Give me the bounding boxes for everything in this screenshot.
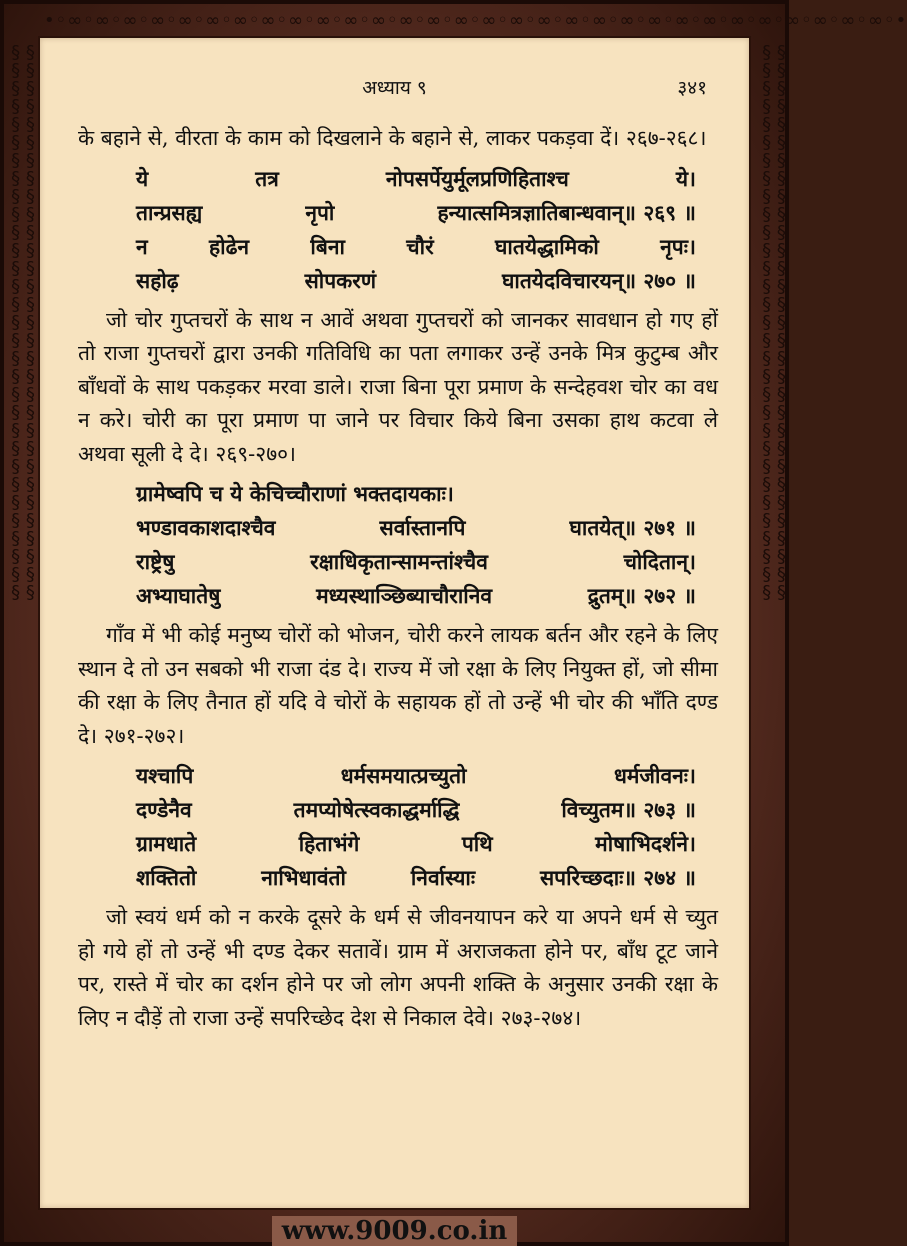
verse-word: भण्डावकाशदाश्चैव: [136, 515, 276, 540]
verse-word: पथि: [461, 831, 493, 856]
website-watermark: [0, 1216, 789, 1246]
ornamental-scroll-border-icon: § § § § § § § § § § § § § § § § § § § § § § § § § § § § § § § § § § § § § § § § § § § § § § § § § § § § § § § § § § § § § §: [762, 42, 786, 603]
page-content: [78, 122, 718, 1035]
verse-word: चौरं: [406, 233, 434, 259]
paragraph-2: जो चोर गुप्तचरों के साथ न आवें अथवा गुप्तचरों को जानकर सावधान हो गए हों तो राजा गुप्तचरों द्वारा उनकी गतिविधि का पता लगाकर उन्हें उनके मित्र कुटुम्ब और बाँधवों के साथ पकड़कर मरवा डाले। राजा बिना पूरा प्रमाण के सन्देहवश चोर का वध न करे। चोरी का पूरा प्रमाण पा जाने पर विचार किये बिना उसका हाथ कटवा ले अथवा सूली दे दे। २६९-२७०।: [78, 307, 718, 466]
verse-word: दण्डेनैव: [136, 797, 192, 822]
verse-line: [136, 511, 696, 545]
paragraph-3: गाँव में भी कोई मनुष्य चोरों को भोजन, चोरी करने लायक बर्तन और रहने के लिए स्थान दे तो उन सबको भी राजा दंड दे। राज्य में जो रक्षा के लिए नियुक्त हों, जो सीमा की रक्षा के लिए तैनात हों यदि वे चोरों के सहायक हों तो उन्हें भी चोर की भाँति दण्ड दे। २७१-२७२।: [78, 623, 718, 748]
verse-word: घातयेदविचारयन्॥ २७० ॥: [501, 267, 696, 293]
verse-word: विच्युतम॥ २७३ ॥: [561, 797, 696, 822]
verse-line: [136, 196, 696, 230]
verse-word: शक्तितो: [136, 865, 197, 890]
verse-word: मध्यस्थाञ्छिब्याचौरानिव: [316, 583, 493, 608]
paragraph-1: के बहाने से, वीरता के काम को दिखलाने के बहाने से, लाकर पकड़वा दें। २६७-२६८।: [78, 126, 707, 150]
verse-block-269-270: [136, 162, 696, 298]
verse-word: यश्चापि: [136, 763, 194, 788]
verse-word: नोपसर्पेयुर्मूलप्रणिहिताश्च: [385, 165, 569, 191]
ornamental-scroll-border-icon: •◦∞◦∞◦∞◦∞◦∞◦∞◦∞◦∞◦∞◦∞◦∞◦∞◦∞◦∞◦∞◦∞◦∞◦∞◦∞◦∞◦∞◦∞◦∞◦∞◦∞◦∞◦∞◦∞◦∞◦∞◦•: [44, 10, 907, 31]
verse-word: निर्वास्याः: [410, 865, 476, 890]
book-page: [38, 36, 751, 1210]
verse-block-271-272: [136, 477, 696, 613]
verse-word: नृपो: [305, 199, 335, 225]
verse-line: [136, 579, 696, 613]
verse-line: [136, 162, 696, 196]
verse-line: [136, 230, 696, 264]
verse-word: रक्षाधिकृतान्सामन्तांश्चैव: [310, 549, 488, 574]
verse-word: होढेन: [209, 233, 250, 259]
verse-word: तान्प्रसह्य: [136, 199, 203, 225]
verse-word: तमप्योषेत्स्वकाद्धर्माद्धि: [293, 797, 460, 822]
verse-word: धर्मजीवनः।: [613, 763, 696, 788]
verse-word: सर्वास्तानपि: [379, 515, 466, 540]
chapter-title: अध्याय ९: [362, 77, 427, 99]
verse-word: हिताभंगे: [298, 831, 360, 856]
verse-word: राष्ट्रेषु: [136, 549, 175, 574]
verse-word: नाभिधावंतो: [261, 865, 346, 890]
verse-word: न: [136, 233, 148, 259]
verse-line: [136, 827, 696, 861]
verse-word: ग्रामेष्वपि च ये केचिच्चौराणां भक्तदायकाः।: [136, 481, 454, 506]
verse-line: [136, 264, 696, 298]
verse-word: धर्मसमयात्प्रच्युतो: [340, 763, 467, 788]
ornamental-scroll-border-icon: § § § § § § § § § § § § § § § § § § § § § § § § § § § § § § § § § § § § § § § § § § § § § § § § § § § § § § § § § § § § § §: [11, 42, 35, 603]
paragraph-4: जो स्वयं धर्म को न करके दूसरे के धर्म से जीवनयापन करे या अपने धर्म से च्युत हो गये हों तो उन्हें भी दण्ड देकर सतावें। ग्राम में अराजकता होने पर, बाँध टूट जाने पर, रास्ते में चोर का दर्शन होने पर जो लोग अपनी शक्ति के अनुसार उनकी रक्षा के लिए न दौड़ें तो राजा उन्हें सपरिच्छेद देश से निकाल देवे। २७३-२७४।: [78, 905, 718, 1030]
verse-line: [136, 793, 696, 827]
verse-word: द्रुतम्॥ २७२ ॥: [587, 583, 696, 608]
verse-line: [136, 861, 696, 895]
verse-word: हन्यात्समित्रज्ञातिबान्धवान्॥ २६९ ॥: [437, 199, 696, 225]
verse-word: ये: [136, 165, 149, 191]
verse-word: ग्रामधाते: [136, 831, 197, 856]
verse-word: नृपः।: [660, 233, 696, 259]
verse-line: [136, 759, 696, 793]
verse-word: बिना: [310, 233, 345, 259]
verse-word: सोपकरणं: [304, 267, 377, 293]
verse-word: अभ्याघातेषु: [136, 583, 221, 608]
watermark-text: www.9009.co.in: [272, 1216, 518, 1246]
verse-word: मोषाभिदर्शने।: [595, 831, 696, 856]
verse-word: ये।: [675, 165, 696, 191]
verse-word: सहोढ़: [136, 267, 179, 293]
verse-word: सपरिच्छदाः॥ २७४ ॥: [539, 865, 696, 890]
verse-word: तत्र: [255, 165, 279, 191]
page-number: ३४१: [677, 77, 707, 99]
verse-block-273-274: [136, 759, 696, 895]
verse-line: [136, 545, 696, 579]
verse-line: [136, 477, 696, 511]
verse-word: चोदितान्।: [623, 549, 696, 574]
verse-word: घातयेद्धामिको: [495, 233, 599, 259]
verse-word: घातयेत्॥ २७१ ॥: [569, 515, 696, 540]
